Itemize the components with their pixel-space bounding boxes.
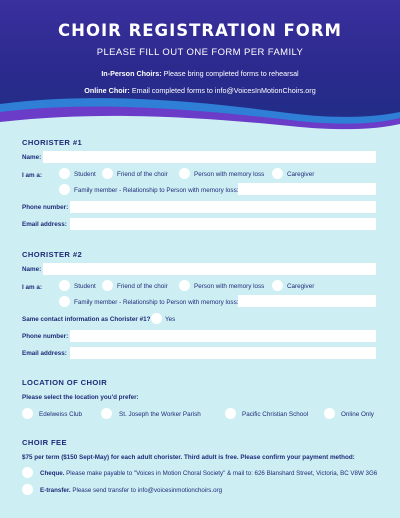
form-title: CHOIR REGISTRATION FORM	[58, 21, 342, 40]
same-contact-yes-label: Yes	[165, 316, 176, 323]
location-online-label: Online Only	[341, 411, 374, 418]
location-edelweiss-label: Edelweiss Club	[39, 411, 83, 418]
chorister1-phone-field[interactable]	[70, 201, 376, 213]
payment-etransfer-label: E-transfer.	[40, 487, 71, 494]
chorister1-phone-label: Phone number:	[22, 204, 69, 211]
payment-etransfer-text: Please send transfer to info@voicesinmotionchoirs.org	[72, 487, 223, 494]
chorister1-email-label: Email address:	[22, 221, 67, 228]
in-person-text: Please bring completed forms to rehearsal	[163, 69, 299, 78]
chorister2-relationship-field[interactable]	[238, 295, 376, 307]
chorister2-email-label: Email address:	[22, 350, 67, 357]
same-contact-yes-radio[interactable]	[151, 313, 162, 324]
payment-cheque-text: Please make payable to "Voices in Motion Choral Society" & mail to: 626 Blanshard Street, Victoria, BC V8W 3G6	[66, 470, 378, 477]
chorister2-email-field[interactable]	[70, 347, 376, 359]
chorister2-title: CHORISTER #2	[22, 250, 83, 259]
chorister1-student-label: Student	[74, 171, 96, 178]
chorister2-phone-label: Phone number:	[22, 333, 69, 340]
chorister1-caregiver-label: Caregiver	[287, 171, 315, 178]
chorister1-student-radio[interactable]	[59, 168, 70, 179]
chorister2-student-label: Student	[74, 283, 96, 290]
chorister2-caregiver-label: Caregiver	[287, 283, 315, 290]
chorister1-caregiver-radio[interactable]	[272, 168, 283, 179]
online-text: Email completed forms to info@VoicesInMotionChoirs.org	[131, 86, 316, 95]
chorister2-family-radio[interactable]	[59, 296, 70, 307]
chorister2-memory-loss-radio[interactable]	[179, 280, 190, 291]
chorister2-phone-field[interactable]	[70, 330, 376, 342]
chorister1-friend-radio[interactable]	[102, 168, 113, 179]
online-note	[0, 86, 400, 95]
payment-cheque-radio[interactable]	[22, 467, 33, 478]
chorister2-caregiver-radio[interactable]	[272, 280, 283, 291]
payment-etransfer-option	[40, 487, 222, 494]
chorister1-name-label: Name:	[22, 154, 42, 161]
payment-cheque-option	[40, 470, 377, 477]
chorister1-family-label: Family member - Relationship to Person with memory loss:	[74, 187, 239, 194]
location-st-joseph-label: St. Joseph the Worker Parish	[119, 411, 201, 418]
chorister2-iam-label: I am a:	[22, 284, 42, 291]
chorister1-relationship-field[interactable]	[238, 183, 376, 195]
payment-etransfer-radio[interactable]	[22, 484, 33, 495]
chorister1-family-radio[interactable]	[59, 184, 70, 195]
chorister1-memory-loss-label: Person with memory loss	[194, 171, 265, 178]
chorister2-name-label: Name:	[22, 266, 42, 273]
chorister1-friend-label: Friend of the choir	[117, 171, 168, 178]
chorister2-friend-label: Friend of the choir	[117, 283, 168, 290]
chorister1-name-field[interactable]	[43, 151, 376, 163]
location-st-joseph-radio[interactable]	[101, 408, 112, 419]
in-person-note	[0, 69, 400, 78]
in-person-label: In-Person Choirs:	[101, 69, 162, 78]
chorister2-family-label: Family member - Relationship to Person with memory loss:	[74, 299, 239, 306]
location-prompt: Please select the location you'd prefer:	[22, 394, 139, 401]
location-pacific-christian-label: Pacific Christian School	[242, 411, 309, 418]
location-online-radio[interactable]	[324, 408, 335, 419]
form-subtitle: PLEASE FILL OUT ONE FORM PER FAMILY	[96, 47, 304, 58]
online-label: Online Choir:	[84, 86, 130, 95]
location-title: LOCATION OF CHOIR	[22, 378, 108, 387]
fee-summary: $75 per term ($150 Sept-May) for each adult chorister. Third adult is free. Please confirm your payment method:	[22, 454, 355, 461]
chorister2-student-radio[interactable]	[59, 280, 70, 291]
chorister1-memory-loss-radio[interactable]	[179, 168, 190, 179]
location-pacific-christian-radio[interactable]	[225, 408, 236, 419]
chorister2-memory-loss-label: Person with memory loss	[194, 283, 265, 290]
form-header	[0, 0, 400, 135]
chorister1-title: CHORISTER #1	[22, 138, 83, 147]
location-edelweiss-radio[interactable]	[22, 408, 33, 419]
chorister1-email-field[interactable]	[70, 218, 376, 230]
payment-cheque-label: Cheque.	[40, 470, 65, 477]
chorister2-friend-radio[interactable]	[102, 280, 113, 291]
chorister1-iam-label: I am a:	[22, 172, 42, 179]
chorister2-name-field[interactable]	[43, 263, 376, 275]
fee-title: CHOIR FEE	[22, 438, 67, 447]
same-contact-label: Same contact information as Chorister #1?	[22, 316, 151, 323]
